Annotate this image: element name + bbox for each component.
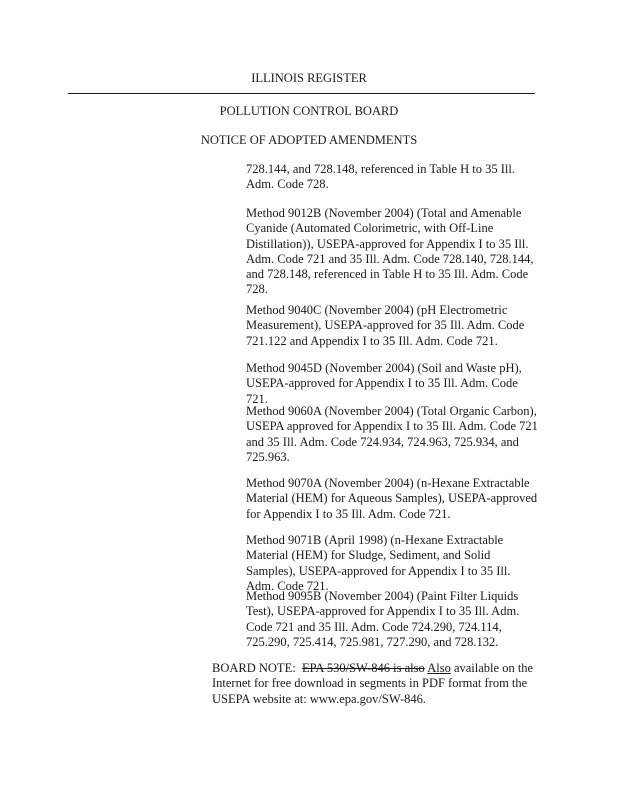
register-title: ILLINOIS REGISTER — [251, 71, 367, 85]
board-name: POLLUTION CONTROL BOARD — [219, 104, 399, 118]
notice-title: NOTICE OF ADOPTED AMENDMENTS — [200, 133, 418, 147]
method-entry-9045d: Method 9045D (November 2004) (Soil and Waste pH), USEPA-approved for Appendix I to 35 Ill. Adm. Code 721. — [246, 361, 522, 406]
header-rule — [68, 93, 535, 94]
method-entry-9071b: Method 9071B (April 1998) (n-Hexane Extractable Material (HEM) for Sludge, Sediment, and Solid Samples), USEPA-approved for Appendix I to 35 Ill. Adm. Code 721. — [246, 533, 511, 593]
method-entry-9040c: Method 9040C (November 2004) (pH Electrometric Measurement), USEPA-approved for 35 Ill. Adm. Code 721.122 and Appendix I to 35 Ill. Adm. Code 721. — [246, 303, 525, 348]
inserted-text: Also — [427, 661, 451, 675]
method-entry-9095b: Method 9095B (November 2004) (Paint Filter Liquids Test), USEPA-approved for Appendix I to 35 Ill. Adm. Code 721 and 35 Ill. Adm. Code 724.290, 724.114, 725.290, 725.414, 725.981, 727.290, and 728.132. — [246, 589, 520, 649]
board-note-label: BOARD NOTE: — [212, 661, 296, 675]
struck-text: EPA 530/SW-846 is also — [301, 661, 425, 675]
board-note — [212, 661, 542, 707]
method-entry-continuation: 728.144, and 728.148, referenced in Table H to 35 Ill. Adm. Code 728. — [246, 162, 515, 192]
method-entry-9012b: Method 9012B (November 2004) (Total and Amenable Cyanide (Automated Colorimetric, with Off-Line Distillation)), USEPA-approved for Appendix I to 35 Ill. Adm. Code 721 and 35 Ill. Adm. Code 728.140, 728.144, and 728.148, referenced in Table H to 35 Ill. Adm. Code 728. — [246, 206, 534, 297]
board-note-text: available on the Internet for free download in segments in PDF format from the USEPA website at: www.epa.gov/SW-846. — [212, 661, 534, 706]
method-entry-9060a: Method 9060A (November 2004) (Total Organic Carbon), USEPA approved for Appendix I to 35 Ill. Adm. Code 721 and 35 Ill. Adm. Code 724.934, 724.963, 725.934, and 725.963. — [246, 404, 538, 464]
method-entry-9070a: Method 9070A (November 2004) (n-Hexane Extractable Material (HEM) for Aqueous Samples), USEPA-approved for Appendix I to 35 Ill. Adm. Code 721. — [246, 476, 538, 521]
